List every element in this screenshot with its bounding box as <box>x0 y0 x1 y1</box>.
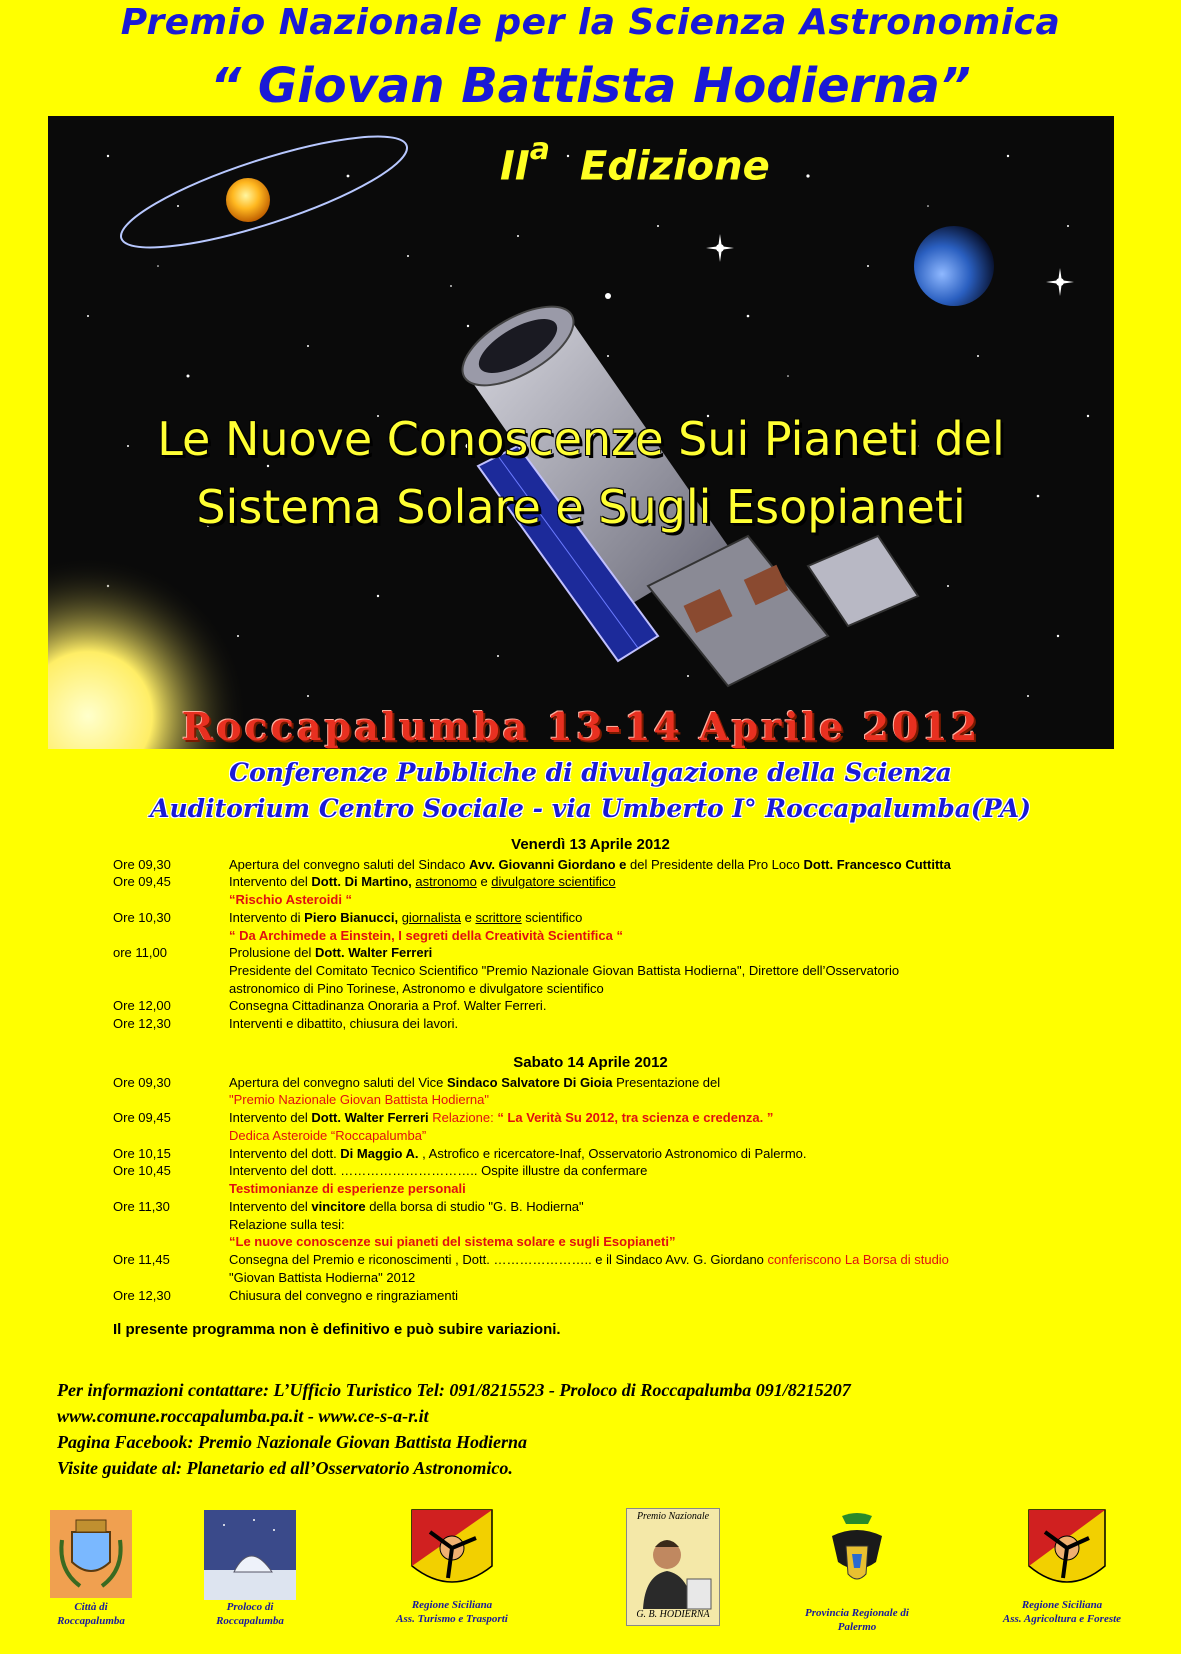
text: e <box>476 874 492 889</box>
time: Ore 11,45 <box>113 1252 170 1267</box>
time: Ore 12,30 <box>113 1016 171 1031</box>
logo-caption-provincia: Provincia Regionale di Palermo <box>805 1607 909 1633</box>
text: del Presidente della Pro Loco <box>626 857 804 872</box>
speaker-name: Dott. Walter Ferreri <box>315 945 433 960</box>
logo-caption-proloco: Proloco di Roccapalumba <box>216 1601 284 1627</box>
earth-planet <box>914 226 994 306</box>
award-title: Premio Nazionale per la Scienza Astronomica <box>120 2 1061 43</box>
link-astronomo[interactable]: astronomo <box>415 874 477 889</box>
mayor-name: Avv. Giovanni Giordano e <box>468 857 627 872</box>
portrait-top-text: Premio Nazionale <box>636 1511 710 1522</box>
text: Presentazione del <box>612 1075 721 1090</box>
text: Relazione sulla tesi: <box>229 1217 345 1232</box>
small-sun <box>226 178 270 222</box>
time: Ore 09,45 <box>113 874 171 889</box>
facebook-page[interactable]: Pagina Facebook: Premio Nazionale Giovan Battista Hodierna <box>57 1432 528 1452</box>
program-disclaimer: Il presente programma non è definitivo e può subire variazioni. <box>113 1321 561 1338</box>
text: astronomico di Pino Torinese, Astronomo e divulgatore scientifico <box>229 981 604 996</box>
talk-title: “Rischio Asteroidi “ <box>229 892 353 907</box>
theme-line-1: Le Nuove Conoscenze Sui Pianeti del <box>157 412 1005 466</box>
sicily-trinacria-icon <box>410 1508 494 1596</box>
text: della borsa di studio "G. B. Hodierna" <box>365 1199 584 1214</box>
roccapalumba-crest-icon <box>50 1510 132 1598</box>
text: conferiscono La Borsa di studio <box>767 1252 949 1267</box>
vice-mayor-name: Sindaco Salvatore Di Gioia <box>447 1075 613 1090</box>
asteroid-dedication: Dedica Asteroide “Roccapalumba” <box>229 1128 427 1143</box>
text: Intervento del <box>229 1199 312 1214</box>
link-divulgatore[interactable]: divulgatore scientifico <box>491 874 616 889</box>
text: e <box>460 910 476 925</box>
contact-info: Per informazioni contattare: L’Ufficio Turistico Tel: 091/8215523 - Proloco di Roccapalumba 091/8215207 <box>57 1380 851 1400</box>
thesis-title: “Le nuove conoscenze sui pianeti del sistema solare e sugli Esopianeti” <box>229 1234 676 1249</box>
talk-title: Testimonianze di esperienze personali <box>229 1181 466 1196</box>
space-banner <box>48 116 1114 749</box>
edition-superscript: a <box>529 132 551 167</box>
text: , Astrofico e ricercatore-Inaf, Osservatorio Astronomico di Palermo. <box>418 1146 807 1161</box>
portrait-bottom-text: G. B. HODIERNA <box>636 1609 710 1620</box>
talk-title: “ La Verità Su 2012, tra scienza e credenza. ” <box>497 1110 774 1125</box>
speaker-name: Dott. Di Martino, <box>311 874 412 889</box>
text: Intervento del <box>229 874 312 889</box>
conference-title: Conferenze Pubbliche di divulgazione della Scienza <box>229 758 952 787</box>
day2-title: Sabato 14 Aprile 2012 <box>513 1054 668 1071</box>
proloco-president: Dott. Francesco Cuttitta <box>803 857 951 872</box>
speaker-name: Piero Bianucci, <box>304 910 399 925</box>
text: Intervento di <box>229 910 305 925</box>
link-scrittore[interactable]: scrittore <box>475 910 522 925</box>
text: Consegna del Premio e riconoscimenti , Dott. ………………….. e il Sindaco Avv. G. Giordano <box>229 1252 768 1267</box>
proloco-observatory-icon <box>204 1510 296 1600</box>
text: Prolusione del <box>229 945 315 960</box>
text: Apertura del convegno saluti del Vice <box>229 1075 448 1090</box>
winner-label: vincitore <box>311 1199 366 1214</box>
day1-title: Venerdì 13 Aprile 2012 <box>511 836 670 853</box>
edition-numeral: II <box>500 143 530 190</box>
text: "Giovan Battista Hodierna" 2012 <box>229 1270 416 1285</box>
time: Ore 09,30 <box>113 1075 171 1090</box>
text: Intervento del dott. <box>229 1146 341 1161</box>
edition-label <box>500 132 770 190</box>
time: Ore 10,45 <box>113 1163 171 1178</box>
time: Ore 09,30 <box>113 857 171 872</box>
provincia-eagle-icon <box>826 1510 888 1598</box>
time: Ore 11,30 <box>113 1199 170 1214</box>
conference-venue: Auditorium Centro Sociale - via Umberto I° Roccapalumba(PA) <box>150 794 1031 823</box>
time: Ore 10,30 <box>113 910 171 925</box>
premio-hodierna-portrait-icon <box>626 1508 720 1626</box>
text: Relazione: <box>428 1110 498 1125</box>
place-date: Roccapalumba 13-14 Aprile 2012 <box>181 704 981 749</box>
sicily-trinacria-icon <box>1027 1508 1107 1596</box>
speaker-name: Di Maggio A. <box>340 1146 419 1161</box>
theme-line-2: Sistema Solare e Sugli Esopianeti <box>196 480 966 534</box>
link-giornalista[interactable]: giornalista <box>401 910 461 925</box>
speaker-name: Dott. Walter Ferreri <box>311 1110 429 1125</box>
time: ore 11,00 <box>113 945 167 960</box>
website-links[interactable]: www.comune.roccapalumba.pa.it - www.ce-s-a-r.it <box>57 1406 429 1426</box>
guided-visits: Visite guidate al: Planetario ed all’Osservatorio Astronomico. <box>57 1458 513 1478</box>
text: Consegna Cittadinanza Onoraria a Prof. Walter Ferreri. <box>229 998 547 1013</box>
edition-word: Edizione <box>580 143 770 190</box>
text: Intervento del <box>229 1110 312 1125</box>
award-name: “ Giovan Battista Hodierna” <box>210 58 971 114</box>
talk-title: “ Da Archimede a Einstein, I segreti della Creatività Scientifica “ <box>229 928 623 943</box>
logo-caption-regione-agricoltura: Regione Siciliana Ass. Agricoltura e Foreste <box>1002 1599 1122 1625</box>
award-mention: "Premio Nazionale Giovan Battista Hodierna" <box>229 1092 489 1107</box>
time: Ore 10,15 <box>113 1146 171 1161</box>
time: Ore 12,30 <box>113 1288 171 1303</box>
logo-caption-city: Città di Roccapalumba <box>57 1601 125 1627</box>
text: Presidente del Comitato Tecnico Scientifico "Premio Nazionale Giovan Battista Hodierna", Direttore dell’Osservatorio <box>229 963 900 978</box>
time: Ore 09,45 <box>113 1110 171 1125</box>
text: Chiusura del convegno e ringraziamenti <box>229 1288 459 1303</box>
time: Ore 12,00 <box>113 998 171 1013</box>
text: Interventi e dibattito, chiusura dei lavori. <box>229 1016 459 1031</box>
logo-caption-regione-turismo: Regione Siciliana Ass. Turismo e Trasporti <box>396 1599 508 1625</box>
text: Intervento del dott. ………………………….. Ospite illustre da confermare <box>229 1163 648 1178</box>
text: Apertura del convegno saluti del Sindaco <box>229 857 469 872</box>
text: scientifico <box>521 910 583 925</box>
